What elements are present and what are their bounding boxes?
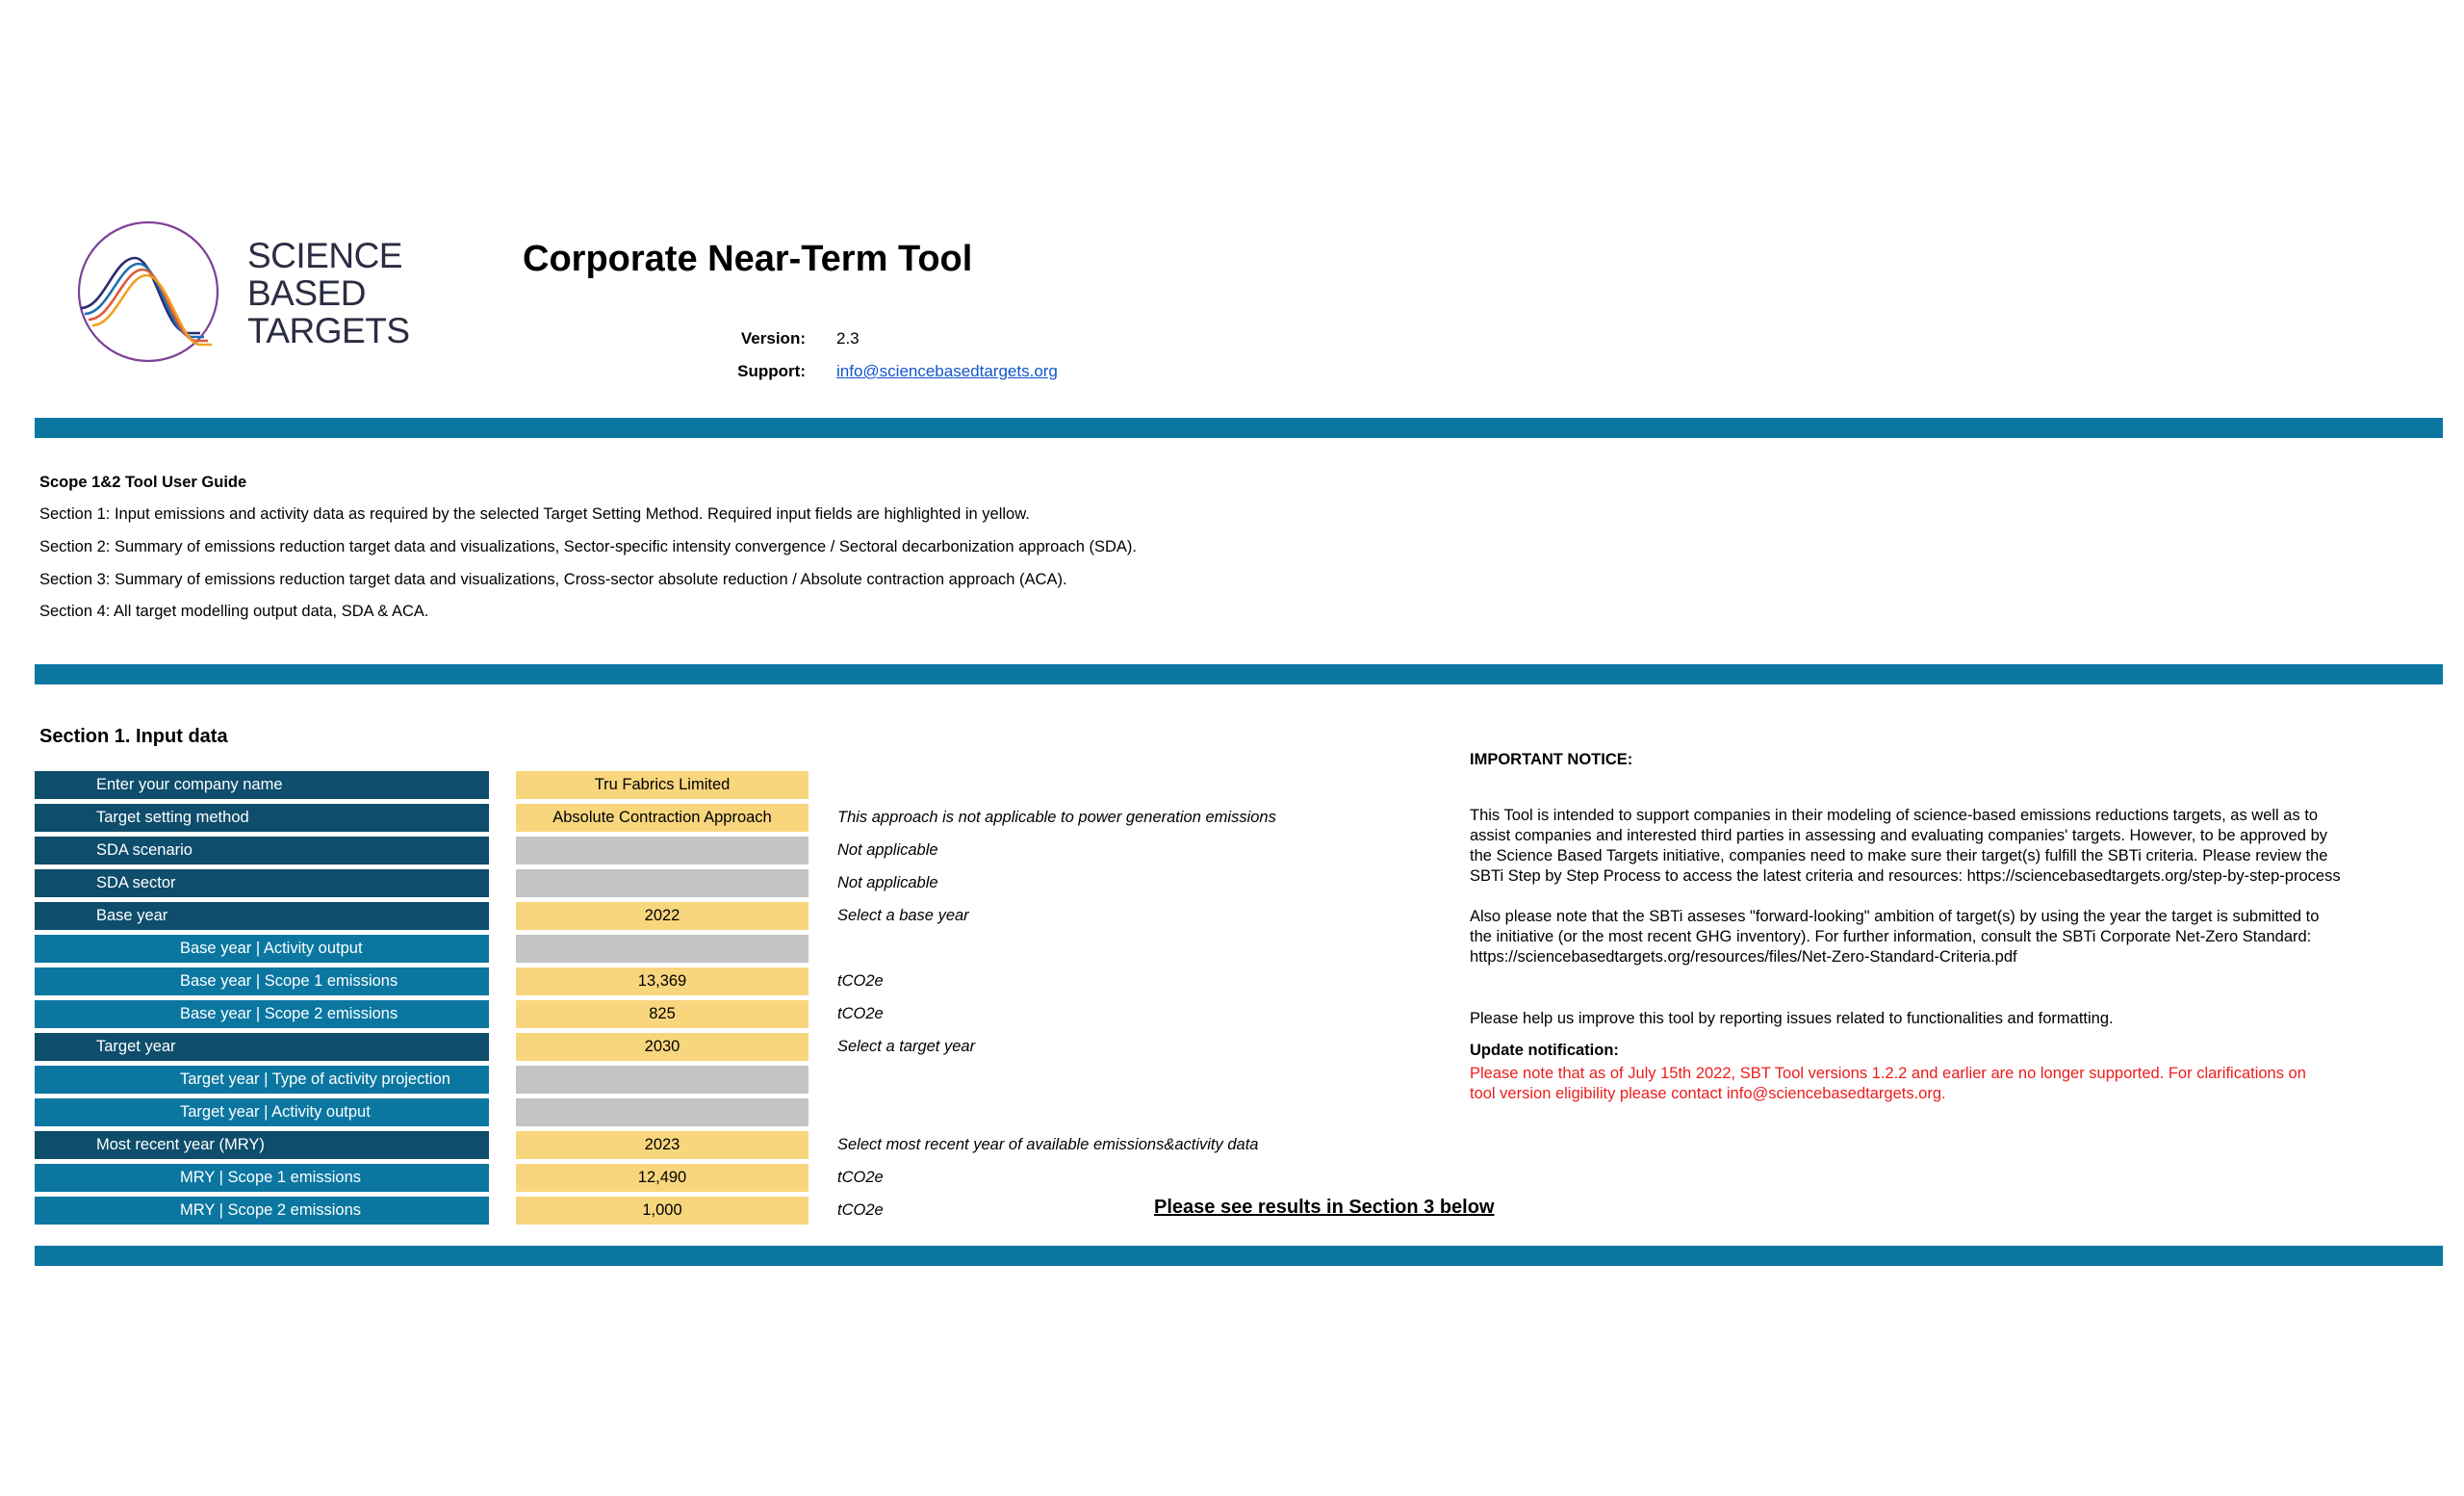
input-row-note: tCO2e bbox=[837, 1005, 884, 1022]
input-row-label: MRY | Scope 2 emissions bbox=[35, 1197, 489, 1225]
mry-scope1-input[interactable]: 12,490 bbox=[516, 1164, 808, 1192]
base-year-scope1-input[interactable]: 13,369 bbox=[516, 967, 808, 995]
logo-text-science: SCIENCE bbox=[247, 236, 402, 275]
notice-para1-line: assist companies and interested third parties in assessing and evaluating companies' targets. However, to be approved by bbox=[1470, 827, 2327, 844]
target-year-projection-input bbox=[516, 1066, 808, 1094]
update-notification-line: tool version eligibility please contact info@sciencebasedtargets.org. bbox=[1470, 1085, 1946, 1102]
support-email-link[interactable]: info@sciencebasedtargets.org bbox=[836, 362, 1058, 380]
input-row-label: Base year | Scope 2 emissions bbox=[35, 1000, 489, 1028]
base-year-activity-input bbox=[516, 935, 808, 963]
target-year-select[interactable]: 2030 bbox=[516, 1033, 808, 1061]
input-row-label: Base year bbox=[35, 902, 489, 930]
base-year-select[interactable]: 2022 bbox=[516, 902, 808, 930]
mry-select[interactable]: 2023 bbox=[516, 1131, 808, 1159]
divider-band bbox=[35, 664, 2443, 684]
input-row-label: SDA scenario bbox=[35, 837, 489, 864]
input-row-label: Enter your company name bbox=[35, 771, 489, 799]
update-notification-title: Update notification: bbox=[1470, 1042, 1619, 1059]
support-label: Support: bbox=[737, 362, 806, 380]
input-row-label: Target setting method bbox=[35, 804, 489, 832]
section1-title: Section 1. Input data bbox=[39, 726, 228, 747]
version-value: 2.3 bbox=[836, 329, 860, 348]
input-row-label: Target year | Type of activity projection bbox=[35, 1066, 489, 1094]
input-row-note: Not applicable bbox=[837, 841, 938, 859]
target-year-activity-input bbox=[516, 1098, 808, 1126]
input-row-label: Most recent year (MRY) bbox=[35, 1131, 489, 1159]
update-notification-line: Please note that as of July 15th 2022, SBT Tool versions 1.2.2 and earlier are no longer supported. For clarifications on bbox=[1470, 1065, 2306, 1082]
notice-help-text: Please help us improve this tool by reporting issues related to functionalities and formatting. bbox=[1470, 1010, 2114, 1027]
divider-band bbox=[35, 418, 2443, 438]
sbti-logo-icon bbox=[75, 219, 229, 364]
guide-line-section4: Section 4: All target modelling output data, SDA & ACA. bbox=[39, 603, 429, 620]
notice-title: IMPORTANT NOTICE: bbox=[1470, 751, 1633, 768]
base-year-scope2-input[interactable]: 825 bbox=[516, 1000, 808, 1028]
divider-band bbox=[35, 1246, 2443, 1266]
company-name-input[interactable]: Tru Fabrics Limited bbox=[516, 771, 808, 799]
guide-line-section3: Section 3: Summary of emissions reduction target data and visualizations, Cross-sector absolute reduction / Absolute contraction approach (ACA). bbox=[39, 571, 1067, 588]
input-row-note: tCO2e bbox=[837, 1201, 884, 1219]
version-label: Version: bbox=[740, 329, 806, 348]
input-row-label: Target year bbox=[35, 1033, 489, 1061]
sda-sector-input bbox=[516, 869, 808, 897]
input-row-note: tCO2e bbox=[837, 972, 884, 990]
input-row-label: Target year | Activity output bbox=[35, 1098, 489, 1126]
input-row-note: Not applicable bbox=[837, 874, 938, 891]
notice-para1-line: the Science Based Targets initiative, companies need to make sure their target(s) fulfill the SBTi criteria. Please review the bbox=[1470, 847, 2328, 864]
notice-para2-line: https://sciencebasedtargets.org/resources/files/Net-Zero-Standard-Criteria.pdf bbox=[1470, 948, 2017, 966]
notice-para2-line: Also please note that the SBTi asseses "forward-looking" ambition of target(s) by using the year the target is submitted to bbox=[1470, 908, 2320, 925]
input-row-note: Select a base year bbox=[837, 907, 969, 924]
see-results-link: Please see results in Section 3 below bbox=[1154, 1197, 1495, 1218]
input-row-label: MRY | Scope 1 emissions bbox=[35, 1164, 489, 1192]
input-row-label: Base year | Scope 1 emissions bbox=[35, 967, 489, 995]
notice-para1-line: SBTi Step by Step Process to access the latest criteria and resources: https://sciencebasedtargets.org/step-by-step-process bbox=[1470, 867, 2341, 885]
target-method-select[interactable]: Absolute Contraction Approach bbox=[516, 804, 808, 832]
logo-text-based: BASED bbox=[247, 273, 366, 313]
notice-para2-line: the initiative (or the most recent GHG inventory). For further information, consult the SBTi Corporate Net-Zero Standard: bbox=[1470, 928, 2312, 945]
input-row-label: SDA sector bbox=[35, 869, 489, 897]
guide-line-section1: Section 1: Input emissions and activity data as required by the selected Target Setting Method. Required input fields are highlighted in yellow. bbox=[39, 505, 1030, 523]
input-row-note: Select a target year bbox=[837, 1038, 976, 1055]
page-title: Corporate Near-Term Tool bbox=[523, 239, 973, 279]
input-row-note: This approach is not applicable to power generation emissions bbox=[837, 809, 1276, 826]
sda-scenario-input bbox=[516, 837, 808, 864]
user-guide-title: Scope 1&2 Tool User Guide bbox=[39, 474, 247, 491]
input-row-note: tCO2e bbox=[837, 1169, 884, 1186]
input-row-note: Select most recent year of available emissions&activity data bbox=[837, 1136, 1259, 1153]
guide-line-section2: Section 2: Summary of emissions reduction target data and visualizations, Sector-specific intensity convergence / Sectoral decarbonization approach (SDA). bbox=[39, 538, 1137, 555]
input-row-label: Base year | Activity output bbox=[35, 935, 489, 963]
mry-scope2-input[interactable]: 1,000 bbox=[516, 1197, 808, 1225]
logo-text-targets: TARGETS bbox=[247, 311, 410, 350]
notice-para1-line: This Tool is intended to support companies in their modeling of science-based emissions reductions targets, as well as to bbox=[1470, 807, 2319, 824]
